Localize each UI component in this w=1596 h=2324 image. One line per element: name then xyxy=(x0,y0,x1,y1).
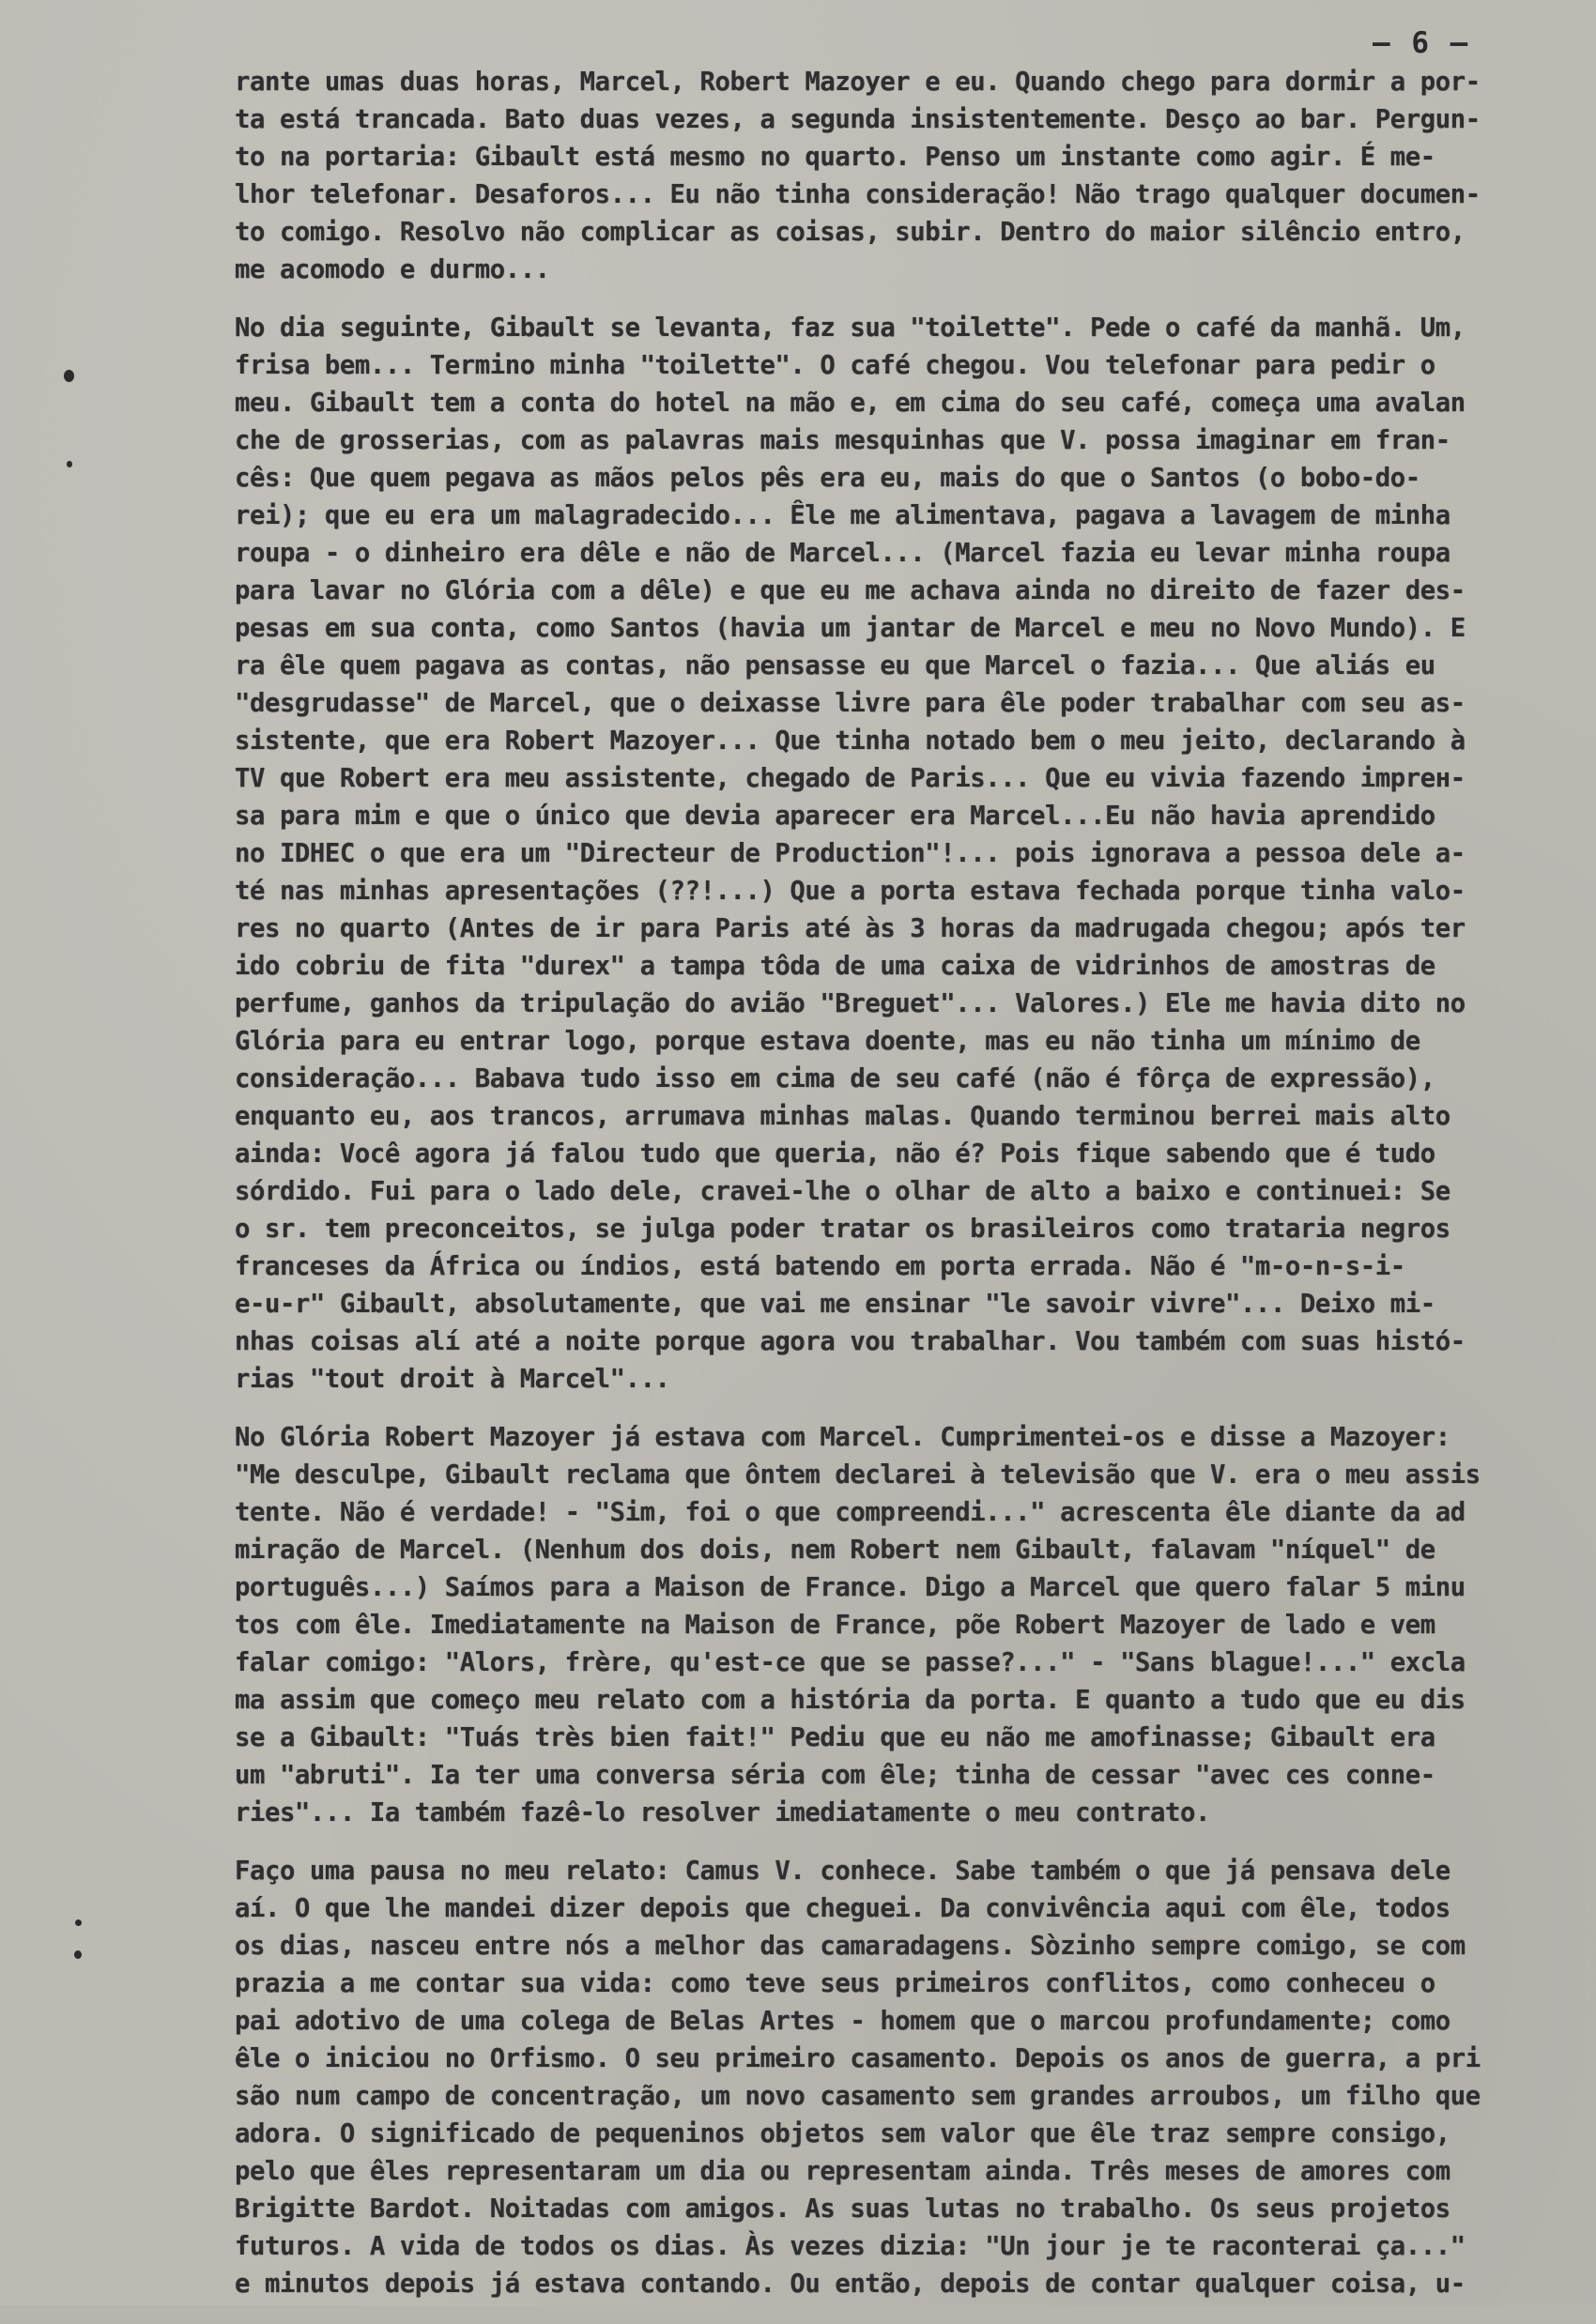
text-line: enquanto eu, aos trancos, arrumava minhas malas. Quando terminou berrei mais alto xyxy=(235,1102,1450,1131)
text-line: rias "tout droit à Marcel"... xyxy=(235,1365,670,1394)
text-line: rei); que eu era um malagradecido... Êle me alimentava, pagava a lavagem de minha xyxy=(235,501,1450,530)
text-line: No Glória Robert Mazoyer já estava com Marcel. Cumprimentei-os e disse a Mazoyer: xyxy=(235,1423,1450,1452)
text-line: TV que Robert era meu assistente, chegado de Paris... Que eu vivia fazendo imprен- xyxy=(235,764,1466,793)
text-line: to comigo. Resolvo não complicar as coisas, subir. Dentro do maior silêncio entro, xyxy=(235,218,1466,247)
text-line: futuros. A vida de todos os dias. Às vezes dizia: "Un jour je te raconterai ça..." xyxy=(235,2232,1466,2261)
binder-hole-mark xyxy=(75,1919,82,1926)
page-number: – 6 – xyxy=(1373,26,1470,60)
text-line: ries"... Ia também fazê-lo resolver imediatamente o meu contrato. xyxy=(235,1798,1210,1827)
text-line: roupa - o dinheiro era dêle e não de Marcel... (Marcel fazia eu levar minha roupa xyxy=(235,539,1450,568)
text-line: che de grosserias, com as palavras mais mesquinhas que V. possa imaginar em fran- xyxy=(235,426,1450,455)
text-line: o sr. tem preconceitos, se julga poder tratar os brasileiros como trataria negros xyxy=(235,1215,1450,1244)
text-line: frisa bem... Termino minha "toilette". O café chegou. Vou telefonar para pedir o xyxy=(235,351,1435,380)
paragraph xyxy=(235,64,1587,289)
binder-hole-mark xyxy=(67,461,72,467)
text-line: ainda: Você agora já falou tudo que queria, não é? Pois fique sabendo que é tudo xyxy=(235,1139,1435,1169)
text-line: cês: Que quem pegava as mãos pelos pês era eu, mais do que o Santos (o bobo-do- xyxy=(235,464,1420,493)
text-line: Brigitte Bardot. Noitadas com amigos. As suas lutas no trabalho. Os seus projetos xyxy=(235,2194,1450,2224)
text-line: se a Gibault: "Tuás très bien fait!" Pediu que eu não me amofinasse; Gibault era xyxy=(235,1723,1435,1752)
text-line: ra êle quem pagava as contas, não pensasse eu que Marcel o fazia... Que aliás eu xyxy=(235,651,1435,680)
text-line: são num campo de concentração, um novo casamento sem grandes arroubos, um filho que xyxy=(235,2082,1481,2111)
text-line: té nas minhas apresentações (??!...) Que a porta estava fechada porque tinha valo- xyxy=(235,877,1466,906)
text-line: os dias, nasceu entre nós a melhor das camaradagens. Sòzinho sempre comigo, se com xyxy=(235,1932,1466,1961)
text-line: tente. Não é verdade! - "Sim, foi o que compreendi..." acrescenta êle diante da ad xyxy=(235,1498,1466,1527)
text-line: ta está trancada. Bato duas vezes, a segunda insistentemente. Desço ao bar. Pergun- xyxy=(235,105,1481,134)
paragraph xyxy=(235,1853,1587,2303)
text-line: e-u-r" Gibault, absolutamente, que vai me ensinar "le savoir vivre"... Deixo mi- xyxy=(235,1290,1435,1319)
text-line: me acomodo e durmo... xyxy=(235,255,550,284)
text-line: um "abruti". Ia ter uma conversa séria com êle; tinha de cessar "avec ces conne- xyxy=(235,1761,1435,1790)
text-line: No dia seguinte, Gibault se levanta, faz sua "toilette". Pede o café da manhã. Um, xyxy=(235,313,1466,343)
text-line: no IDHEC o que era um "Directeur de Production"!... pois ignorava a pessoa dele a- xyxy=(235,839,1466,868)
paragraph xyxy=(235,1419,1587,1832)
text-line: ido cobriu de fita "durex" a tampa tôda de uma caixa de vidrinhos de amostras de xyxy=(235,952,1435,981)
text-line: "desgrudasse" de Marcel, que o deixasse livre para êle poder trabalhar com seu as- xyxy=(235,689,1466,718)
text-line: adora. O significado de pequeninos objetos sem valor que êle traz sempre consigo, xyxy=(235,2119,1450,2148)
text-line: consideração... Babava tudo isso em cima de seu café (não é fôrça de expressão), xyxy=(235,1064,1435,1093)
text-line: tos com êle. Imediatamente na Maison de France, põe Robert Mazoyer de lado e vem xyxy=(235,1611,1435,1640)
text-line: miração de Marcel. (Nenhum dos dois, nem Robert nem Gibault, falavam "níquel" de xyxy=(235,1536,1435,1565)
text-line: "Me desculpe, Gibault reclama que ôntem declarei à televisão que V. era o meu assis xyxy=(235,1460,1481,1490)
text-line: português...) Saímos para a Maison de France. Digo a Marcel que quero falar 5 minu xyxy=(235,1573,1466,1602)
text-line: perfume, ganhos da tripulação do avião "Breguet"... Valores.) Ele me havia dito no xyxy=(235,989,1466,1018)
text-line: to na portaria: Gibault está mesmo no quarto. Penso um instante como agir. É me- xyxy=(235,143,1435,172)
text-line: sa para mim e que o único que devia aparecer era Marcel...Eu não havia aprendido xyxy=(235,802,1435,831)
text-line: Glória para eu entrar logo, porque estava doente, mas eu não tinha um mínimo de xyxy=(235,1027,1420,1056)
text-line: pai adotivo de uma colega de Belas Artes - homem que o marcou profundamente; como xyxy=(235,2007,1450,2036)
text-line: pesas em sua conta, como Santos (havia um jantar de Marcel e meu no Novo Mundo). E xyxy=(235,614,1466,643)
text-line: rante umas duas horas, Marcel, Robert Mazoyer e eu. Quando chego para dormir a por- xyxy=(235,68,1481,97)
text-line: Faço uma pausa no meu relato: Camus V. conhece. Sabe também o que já pensava dele xyxy=(235,1857,1450,1886)
document-body xyxy=(235,64,1587,2324)
text-line: meu. Gibault tem a conta do hotel na mão e, em cima do seu café, começa uma avalan xyxy=(235,389,1466,418)
text-line: prazia a me contar sua vida: como teve seus primeiros conflitos, como conheceu o xyxy=(235,1969,1435,1998)
text-line: res no quarto (Antes de ir para Paris até às 3 horas da madrugada chegou; após ter xyxy=(235,914,1466,943)
text-line: e minutos depois já estava contando. Ou então, depois de contar qualquer coisa, u- xyxy=(235,2270,1466,2299)
text-line: lhor telefonar. Desaforos... Eu não tinha consideração! Não trago qualquer documen- xyxy=(235,180,1481,209)
text-line: franceses da África ou índios, está batendo em porta errada. Não é "m-o-n-s-i- xyxy=(235,1252,1405,1281)
text-line: êle o iniciou no Orfismo. O seu primeiro casamento. Depois os anos de guerra, a pri xyxy=(235,2044,1481,2073)
text-line: sórdido. Fui para o lado dele, cravei-lhe o olhar de alto a baixo e continuei: Se xyxy=(235,1177,1450,1206)
text-line: pelo que êles representaram um dia ou representam ainda. Três meses de amores com xyxy=(235,2157,1450,2186)
binder-hole-mark xyxy=(74,1950,82,1959)
text-line: para lavar no Glória com a dêle) e que eu me achava ainda no direito de fazer des- xyxy=(235,576,1466,605)
text-line: aí. O que lhe mandei dizer depois que cheguei. Da convivência aqui com êle, todos xyxy=(235,1894,1450,1923)
text-line: falar comigo: "Alors, frère, qu'est-ce que se passe?..." - "Sans blague!..." excla xyxy=(235,1648,1466,1677)
text-line: nhas coisas alí até a noite porque agora vou trabalhar. Vou também com suas histó- xyxy=(235,1327,1466,1356)
paragraph xyxy=(235,310,1587,1399)
binder-hole-mark xyxy=(64,370,74,382)
text-line: ma assim que começo meu relato com a história da porta. E quanto a tudo que eu dis xyxy=(235,1686,1466,1715)
text-line: sistente, que era Robert Mazoyer... Que tinha notado bem o meu jeito, declarando à xyxy=(235,726,1466,756)
